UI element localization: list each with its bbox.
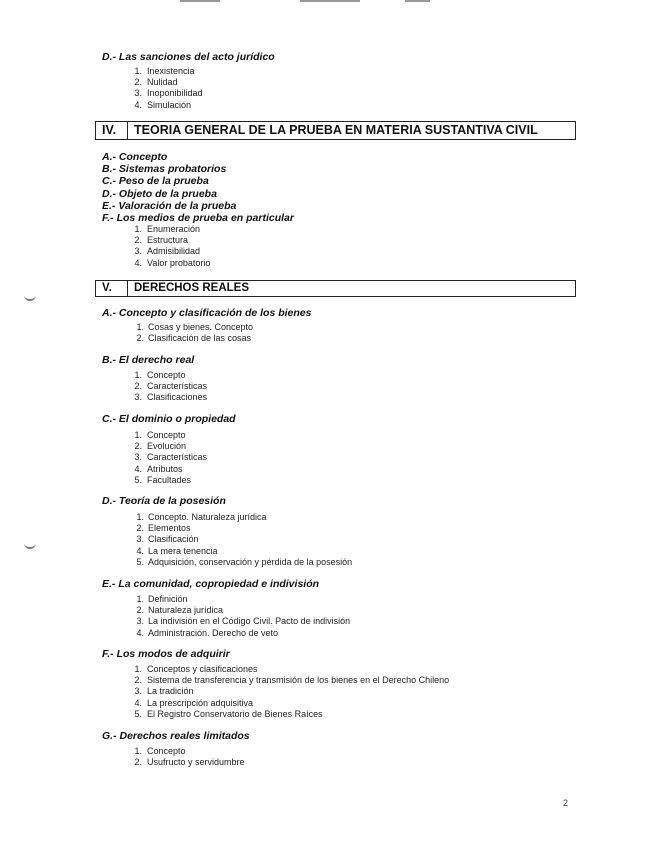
chapter-number: IV.: [102, 123, 117, 137]
list-item: 1. Definición: [136, 594, 188, 604]
topic-item: B.- Sistemas probatorios: [102, 163, 227, 176]
topic-item: F.- Los medios de prueba en particular: [102, 212, 294, 225]
chapter-title: DERECHOS REALES: [134, 282, 250, 294]
list-item: 3. La tradición: [134, 686, 194, 697]
list-item: 5. Facultades: [134, 474, 192, 485]
chapter-heading-v: [95, 280, 576, 297]
list-item: 2. Clasificación de las cosas: [136, 333, 252, 344]
list-item: 2. Usufructo y servidumbre: [134, 757, 245, 768]
section-title-comunidad: E.- La comunidad, copropiedad e indivisión: [102, 578, 320, 590]
comunidad-list: [135, 594, 350, 639]
list-item: 2. Estructura: [134, 235, 189, 246]
topic-item: E.- Valoración de la prueba: [102, 199, 237, 212]
scan-artifact: [180, 0, 220, 2]
list-item: 2. Evolución: [134, 441, 187, 452]
bienes-list: [135, 322, 253, 344]
section-title-posesion: D.- Teoría de la posesión: [102, 495, 226, 507]
list-item: 5. Adquisición, conservación y pérdida de la posesión: [136, 556, 353, 567]
list-item: 1. Concepto: [134, 430, 186, 440]
list-item: 1. Conceptos y clasificaciones: [134, 664, 258, 674]
list-item: 4. La mera tenencia: [136, 545, 218, 556]
list-item: 2. Sistema de transferencia y transmisión de los bienes en el Derecho Chileno: [134, 675, 450, 686]
medios-prueba-list: [128, 224, 210, 269]
topic-item: D.- Objeto de la prueba: [102, 187, 217, 200]
list-item: 2. Nulidad: [134, 77, 178, 88]
list-item: 3. Admisibilidad: [134, 246, 201, 257]
sanciones-list: [128, 66, 203, 111]
chapter-title: TEORIA GENERAL DE LA PRUEBA EN MATERIA SUSTANTIVA CIVIL: [134, 123, 538, 137]
chapter-heading-iv: [95, 121, 576, 140]
divider: [127, 281, 128, 296]
derecho-real-list: [128, 370, 207, 404]
section-title-dominio: C.- El dominio o propiedad: [102, 413, 236, 425]
topic-item: C.- Peso de la prueba: [102, 175, 209, 188]
list-item: 1. Concepto: [134, 746, 186, 756]
list-item: 5. El Registro Conservatorio de Bienes Raíces: [134, 708, 323, 719]
list-item: 4. Atributos: [134, 463, 183, 474]
list-item: 3. Clasificaciones: [134, 392, 208, 403]
list-item: 1. Enumeración: [134, 224, 201, 234]
chapter-iv-topics: [102, 151, 294, 224]
list-item: 3. Inoponibilidad: [134, 88, 203, 99]
posesion-list: [135, 512, 352, 568]
list-item: 4. Simulación: [134, 99, 192, 110]
list-item: 1. Inexistencia: [134, 66, 195, 76]
divider: [127, 122, 128, 139]
list-item: 2. Naturaleza jurídica: [136, 605, 224, 616]
list-item: 2. Elementos: [136, 523, 191, 534]
topic-item: A.- Concepto: [102, 151, 168, 163]
section-title-sanciones: D.- Las sanciones del acto jurídico: [102, 51, 275, 63]
section-title-derecho-real: B.- El derecho real: [102, 354, 195, 366]
section-title-derechos-limitados: G.- Derechos reales limitados: [102, 730, 250, 742]
list-item: 4. La prescripción adquisitiva: [134, 697, 254, 708]
list-item: 3. La indivisión en el Código Civil. Pacto de indivisión: [136, 616, 351, 627]
list-item: 1. Cosas y bienes. Concepto: [136, 322, 254, 332]
chapter-number: V.: [102, 282, 112, 294]
dominio-list: [128, 430, 207, 486]
section-title-modos-adquirir: F.- Los modos de adquirir: [102, 648, 230, 660]
list-item: 3. Características: [134, 452, 208, 463]
list-item: 1. Concepto. Naturaleza jurídica: [136, 512, 267, 522]
list-item: 4. Valor probatorio: [134, 257, 211, 268]
hole-punch-mark: [24, 292, 36, 301]
scan-artifact: [300, 0, 360, 2]
derechos-limitados-list: [128, 746, 245, 768]
scan-artifact: [405, 0, 430, 2]
hole-punch-mark: [24, 540, 36, 549]
list-item: 4. Administración. Derecho de veto: [136, 627, 279, 638]
page-number: 2: [563, 798, 569, 808]
list-item: 3. Clasificación: [136, 534, 199, 545]
modos-adquirir-list: [128, 664, 449, 720]
section-title-bienes: A.- Concepto y clasificación de los bienes: [102, 307, 312, 319]
list-item: 2. Características: [134, 381, 208, 392]
list-item: 1. Concepto: [134, 370, 186, 380]
